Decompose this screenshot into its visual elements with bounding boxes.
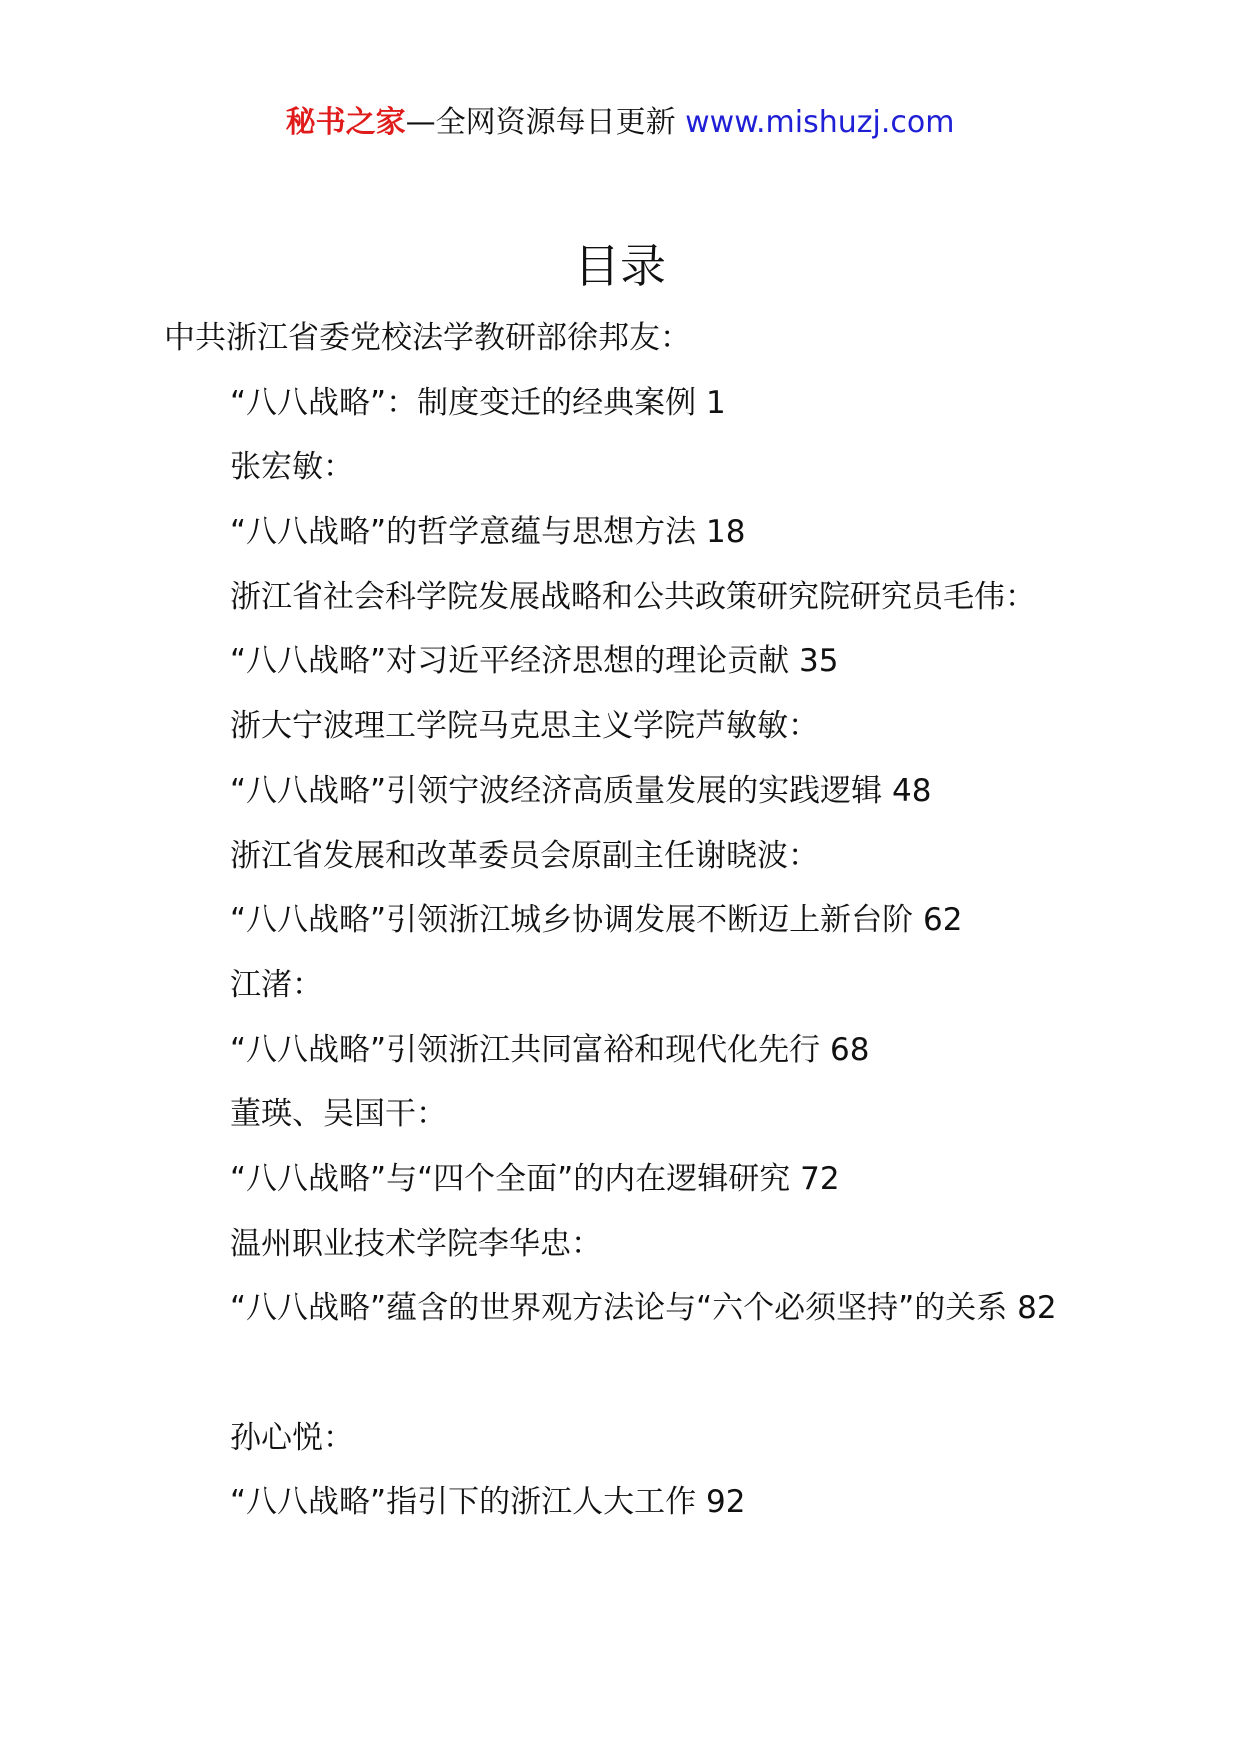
site-url[interactable]: www.mishuzj.com [685,105,955,140]
toc-entry-4: “八八战略”引领宁波经济高质量发展的实践逻辑 48 [230,772,932,809]
page-title: 目录 [574,239,666,293]
toc-author-2: 张宏敏： [230,449,354,486]
toc-entry-2: “八八战略”的哲学意蕴与思想方法 18 [230,514,746,551]
toc-author-5: 浙江省发展和改革委员会原副主任谢晓波： [230,837,819,874]
toc-author-4: 浙大宁波理工学院马克思主义学院芦敏敏： [230,708,819,745]
table-of-contents [164,306,1104,1535]
header-slogan: —全网资源每日更新 [405,105,686,140]
toc-author-8: 温州职业技术学院李华忠： [230,1225,602,1262]
site-header [0,103,1240,143]
toc-entry-5: “八八战略”引领浙江城乡协调发展不断迈上新台阶 62 [230,902,963,939]
toc-entry-1: “八八战略”：制度变迁的经典案例 1 [230,384,726,421]
toc-entry-7: “八八战略”与“四个全面”的内在逻辑研究 72 [230,1160,840,1197]
toc-author-1: 中共浙江省委党校法学教研部徐邦友： [164,320,691,356]
toc-author-6: 江渚： [230,966,323,1003]
toc-entry-3: “八八战略”对习近平经济思想的理论贡献 35 [230,643,839,680]
toc-author-3: 浙江省社会科学院发展战略和公共政策研究院研究员毛伟： [230,578,1036,615]
toc-author-7: 董瑛、吴国干： [230,1096,447,1133]
toc-entry-9: “八八战略”指引下的浙江人大工作 92 [230,1484,746,1521]
toc-entry-8: “八八战略”蕴含的世界观方法论与“六个必须坚持”的关系 82 [230,1290,1057,1327]
brand-name: 秘书之家 [285,105,406,140]
toc-author-9: 孙心悦： [230,1419,354,1456]
toc-entry-6: “八八战略”引领浙江共同富裕和现代化先行 68 [230,1031,870,1068]
